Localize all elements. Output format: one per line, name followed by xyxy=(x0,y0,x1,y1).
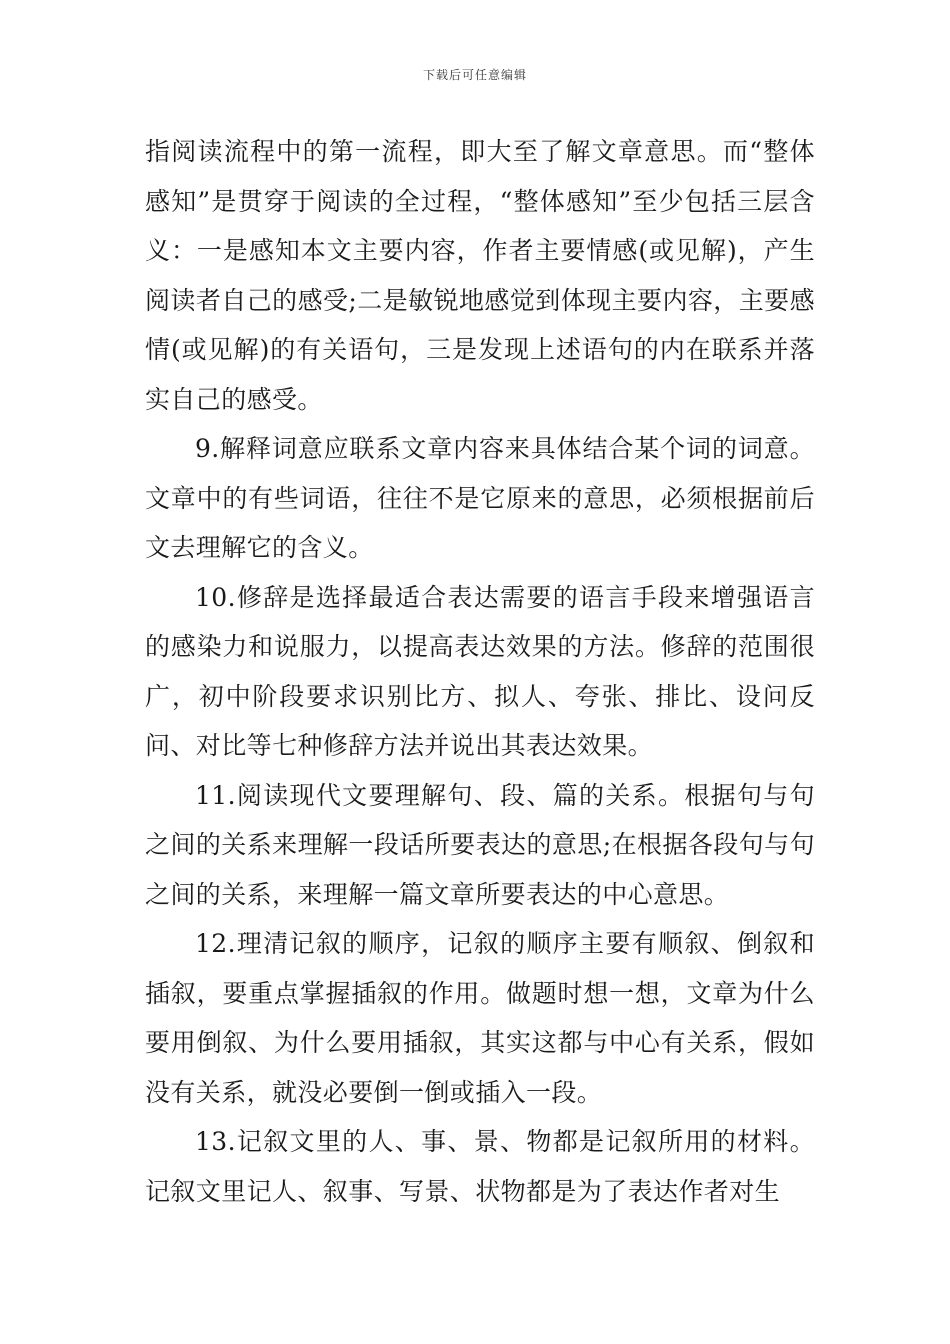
page-header: 下载后可任意编辑 xyxy=(422,68,527,82)
document-body xyxy=(145,127,815,1216)
paragraph-item-12: 12.理清记叙的顺序，记叙的顺序主要有顺叙、倒叙和插叙，要重点掌握插叙的作用。做题时想一想，文章为什么要用倒叙、为什么要用插叙，其实这都与中心有关系，假如没有关系，就没必要倒一倒或插入一段。 xyxy=(145,929,815,1107)
paragraph-item-11: 11.阅读现代文要理解句、段、篇的关系。根据句与句之间的关系来理解一段话所要表达的意思;在根据各段句与句之间的关系，来理解一篇文章所要表达的中心意思。 xyxy=(145,780,815,909)
paragraph-item-9: 9.解释词意应联系文章内容来具体结合某个词的词意。文章中的有些词语，往往不是它原来的意思，必须根据前后文去理解它的含义。 xyxy=(145,434,815,562)
paragraph-item-10: 10.修辞是选择最适合表达需要的语言手段来增强语言的感染力和说服力，以提高表达效果的方法。修辞的范围很广，初中阶段要求识别比方、拟人、夸张、排比、设问反问、对比等七种修辞方法并说出其表达效果。 xyxy=(145,582,815,760)
paragraph-reading-overview: 指阅读流程中的第一流程，即大至了解文章意思。而“整体感知”是贯穿于阅读的全过程，“整体感知”至少包括三层含义：一是感知本文主要内容，作者主要情感(或见解)，产生阅读者自己的感受;二是敏锐地感觉到体现主要内容，主要感情(或见解)的有关语句，三是发现上述语句的内在联系并落实自己的感受。 xyxy=(145,137,815,414)
paragraph-item-13: 13.记叙文里的人、事、景、物都是记叙所用的材料。记叙文里记人、叙事、写景、状物都是为了表达作者对生 xyxy=(145,1127,815,1206)
